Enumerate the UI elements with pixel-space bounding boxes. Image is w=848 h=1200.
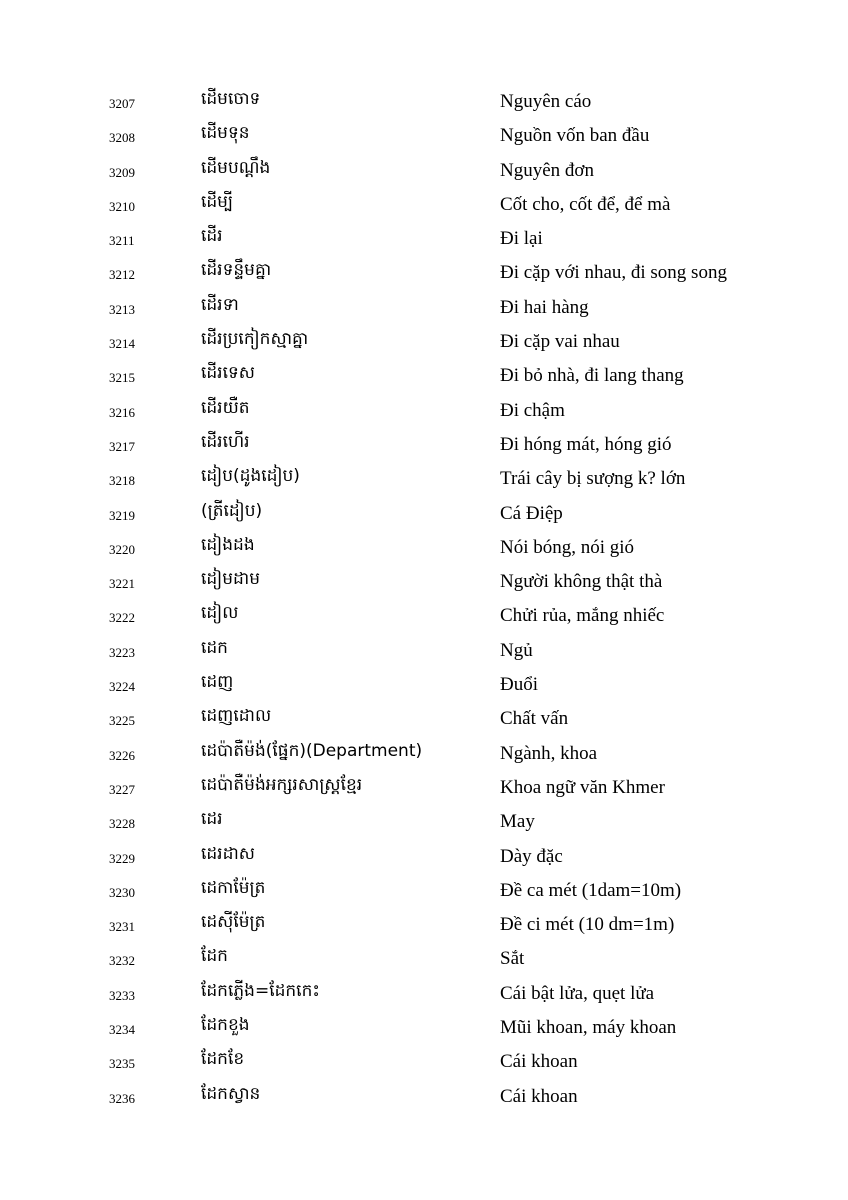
khmer-term: ដេប៉ាតឺម៉ង់(ផ្នែក)(Department) [201,740,423,761]
dictionary-entry [0,635,848,669]
entry-number: 3221 [109,576,135,592]
khmer-term: ដែកស្វាន [201,1083,261,1104]
entry-number: 3208 [109,130,135,146]
vietnamese-translation: Sắt [500,948,525,970]
entry-number: 3234 [109,1022,135,1038]
vietnamese-translation: Ngủ [500,639,533,661]
khmer-term: ដែកខែ [201,1049,245,1070]
entry-number: 3223 [109,644,135,660]
dictionary-entry [0,189,848,223]
dictionary-entry [0,463,848,497]
vietnamese-translation: Đi cặp với nhau, đi song song [500,262,727,284]
khmer-term: ដើរទន្ទឹមគ្នា [201,260,272,281]
khmer-term: ដៀល [201,603,239,624]
khmer-term: ដេញដោល [201,706,272,727]
vietnamese-translation: Nguyên đơn [500,159,594,181]
entry-number: 3231 [109,919,135,935]
entry-number: 3224 [109,679,135,695]
khmer-term: ដេស៊ីម៉ែត្រ [201,912,266,933]
dictionary-entry [0,978,848,1012]
entry-number: 3229 [109,850,135,866]
khmer-term: ដេរដាស [201,843,255,864]
vietnamese-translation: Đi cặp vai nhau [500,331,620,353]
khmer-term: ដេរ [201,809,223,830]
dictionary-entry [0,1081,848,1115]
dictionary-entry [0,669,848,703]
dictionary-entry [0,703,848,737]
khmer-term: ដេប៉ាតឺម៉ង់អក្សរសាស្ត្រខ្មែរ [201,774,363,795]
dictionary-entry [0,395,848,429]
entry-number: 3235 [109,1056,135,1072]
khmer-term: ដែកខួង [201,1015,250,1036]
dictionary-entry [0,360,848,394]
khmer-term: ដេកាម៉ែត្រ [201,877,266,898]
entry-number: 3220 [109,541,135,557]
vietnamese-translation: Chất vấn [500,708,569,730]
dictionary-entry [0,1012,848,1046]
vietnamese-translation: Chửi rủa, mắng nhiếc [500,605,665,627]
khmer-term: ដើរ [201,226,223,247]
vietnamese-translation: Khoa ngữ văn Khmer [500,776,665,798]
khmer-term: ដៀប(ដូងដៀប) [201,466,300,487]
entry-number: 3209 [109,164,135,180]
entry-number: 3212 [109,267,135,283]
entry-number: 3215 [109,370,135,386]
dictionary-entry [0,600,848,634]
vietnamese-translation: Nói bóng, nói gió [500,536,635,558]
dictionary-entry [0,498,848,532]
dictionary-entry [0,86,848,120]
entry-number: 3232 [109,953,135,969]
vietnamese-translation: Đi chậm [500,399,565,421]
khmer-term: ដើរហើរ [201,431,250,452]
dictionary-entry [0,772,848,806]
khmer-term: ដែកភ្លើង=ដែកកេះ [201,980,320,1001]
dictionary-entry [0,429,848,463]
vietnamese-translation: Cái khoan [500,1085,578,1107]
vietnamese-translation: Đi hai hàng [500,296,589,318]
khmer-term: ដើម្បី [201,191,234,212]
dictionary-entry [0,326,848,360]
entry-number: 3228 [109,816,135,832]
vietnamese-translation: Mũi khoan, máy khoan [500,1017,677,1039]
dictionary-entry [0,257,848,291]
entry-number: 3210 [109,198,135,214]
vietnamese-translation: Đề ci mét (10 dm=1m) [500,914,675,936]
khmer-term: ដេញ [201,672,234,693]
entry-number: 3219 [109,507,135,523]
khmer-term: ដើមទុន [201,123,250,144]
dictionary-entry [0,738,848,772]
entry-number: 3213 [109,301,135,317]
entry-number: 3218 [109,473,135,489]
entry-number: 3216 [109,404,135,420]
entry-number: 3207 [109,96,135,111]
dictionary-entry [0,292,848,326]
dictionary-entry [0,1046,848,1080]
vietnamese-translation: Người không thật thà [500,571,663,593]
khmer-term: ដៀមដាម [201,569,261,590]
entry-number: 3225 [109,713,135,729]
dictionary-entry [0,943,848,977]
vietnamese-translation: Ngành, khoa [500,742,598,764]
khmer-term: ដែក [201,946,228,967]
vietnamese-translation: Cái bật lửa, quẹt lửa [500,982,655,1004]
dictionary-entry [0,806,848,840]
entry-number: 3227 [109,781,135,797]
entry-number: 3211 [109,233,135,249]
khmer-term: ដើរយឺត [201,397,250,418]
dictionary-entry [0,875,848,909]
vietnamese-translation: Cốt cho, cốt để, để mà [500,193,671,215]
vietnamese-translation: Trái cây bị sượng k? lớn [500,468,686,490]
khmer-term: ដៀងដង [201,534,255,555]
dictionary-entry [0,223,848,257]
dictionary-entry [0,909,848,943]
khmer-term: ដើរទា [201,294,239,315]
entry-number: 3233 [109,987,135,1003]
entry-number: 3226 [109,747,135,763]
dictionary-entry [0,120,848,154]
vietnamese-translation: May [500,811,535,833]
khmer-term: ដើមបណ្ដឹង [201,157,271,178]
entry-number: 3222 [109,610,135,626]
vietnamese-translation: Đi lại [500,228,543,250]
vietnamese-translation: Cá Điệp [500,502,563,524]
vietnamese-translation: Đuổi [500,674,538,696]
vietnamese-translation: Cái khoan [500,1051,578,1073]
entry-number: 3217 [109,438,135,454]
khmer-term: (ត្រីដៀប) [201,500,263,521]
vietnamese-translation: Nguồn vốn ban đầu [500,125,650,147]
dictionary-entry [0,841,848,875]
khmer-term: ដើមចោទ [201,89,261,109]
khmer-term: ដេក [201,637,228,658]
vietnamese-translation: Đi bỏ nhà, đi lang thang [500,365,684,387]
dictionary-entry [0,532,848,566]
vietnamese-translation: Đề ca mét (1dam=10m) [500,879,682,901]
vietnamese-translation: Nguyên cáo [500,91,592,112]
entry-number: 3214 [109,336,135,352]
khmer-term: ដើរប្រកៀកស្មាគ្នា [201,329,309,350]
dictionary-entry [0,566,848,600]
vietnamese-translation: Đi hóng mát, hóng gió [500,433,672,455]
entry-number: 3236 [109,1090,135,1106]
dictionary-entry [0,155,848,189]
khmer-term: ដើរទេស [201,363,255,384]
entry-number: 3230 [109,884,135,900]
dictionary-page [0,86,848,1115]
vietnamese-translation: Dày đặc [500,845,563,867]
